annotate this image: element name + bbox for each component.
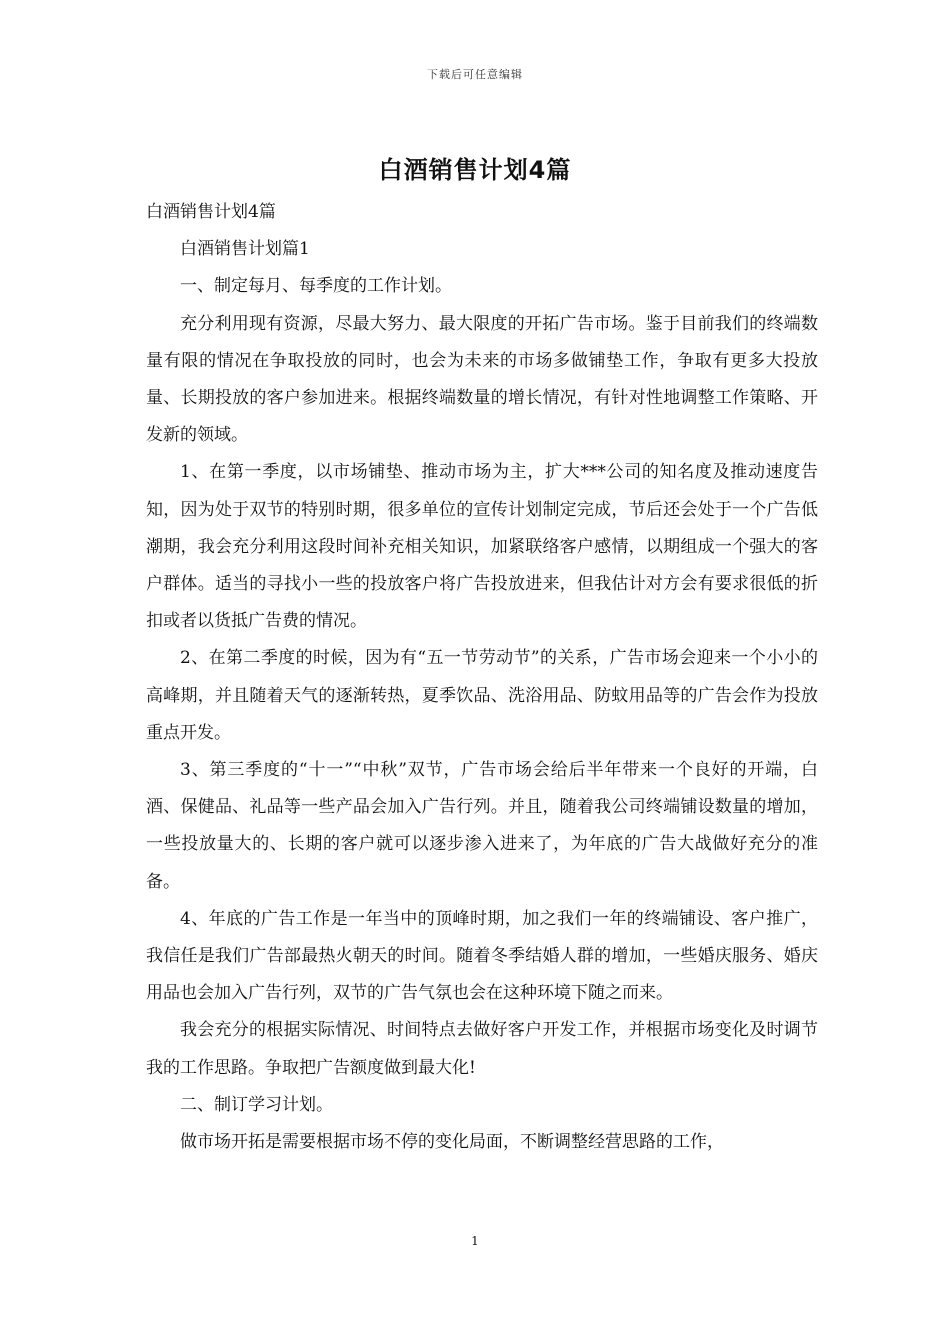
paragraph: 充分利用现有资源，尽最大努力、最大限度的开拓广告市场。鉴于目前我们的终端数量有限的情况在争取投放的同时，也会为未来的市场多做铺垫工作，争取有更多大投放量、长期投放的客户参加进来。根据终端数量的增长情况，有针对性地调整工作策略、开发新的领域。: [146, 313, 818, 446]
paragraph-subtitle: 白酒销售计划4篇: [146, 202, 276, 222]
paragraph: 4、年底的广告工作是一年当中的顶峰时期，加之我们一年的终端铺设、客户推广，我信任是我们广告部最热火朝天的时间。随着冬季结婚人群的增加，一些婚庆服务、婚庆用品也会加入广告行列，双节的广告气氛也会在这种环境下随之而来。: [146, 908, 818, 1004]
document-title: 白酒销售计划4篇: [378, 156, 572, 184]
header-note: 下载后可任意编辑: [427, 68, 523, 81]
paragraph: 3、第三季度的“十一”“中秋”双节，广告市场会给后半年带来一个良好的开端，白酒、保健品、礼品等一些产品会加入广告行列。并且，随着我公司终端铺设数量的增加，一些投放量大的、长期的客户就可以逐步渗入进来了，为年底的广告大战做好充分的准备。: [146, 760, 818, 892]
page-number: 1: [471, 1234, 479, 1248]
paragraph-heading-1: 一、制定每月、每季度的工作计划。: [180, 276, 452, 297]
paragraph-heading-2: 二、制订学习计划。: [180, 1094, 333, 1115]
paragraph-section-heading: 白酒销售计划篇1: [180, 239, 310, 260]
paragraph: 做市场开拓是需要根据市场不停的变化局面，不断调整经营思路的工作，: [180, 1132, 724, 1153]
paragraph: 2、在第二季度的时候，因为有“五一节劳动节”的关系，广告市场会迎来一个小小的高峰期，并且随着天气的逐渐转热，夏季饮品、洗浴用品、防蚊用品等的广告会作为投放重点开发。: [146, 648, 818, 743]
paragraph: 我会充分的根据实际情况、时间特点去做好客户开发工作，并根据市场变化及时调节我的工作思路。争取把广告额度做到最大化!: [146, 1020, 818, 1078]
document-body: [146, 194, 818, 1161]
paragraph: 1、在第一季度，以市场铺垫、推动市场为主，扩大***公司的知名度及推动速度告知，因为处于双节的特别时期，很多单位的宣传计划制定完成，节后还会处于一个广告低潮期，我会充分利用这段时间补充相关知识，加紧联络客户感情，以期组成一个强大的客户群体。适当的寻找小一些的投放客户将广告投放进来，但我估计对方会有要求很低的折扣或者以货抵广告费的情况。: [146, 462, 818, 632]
